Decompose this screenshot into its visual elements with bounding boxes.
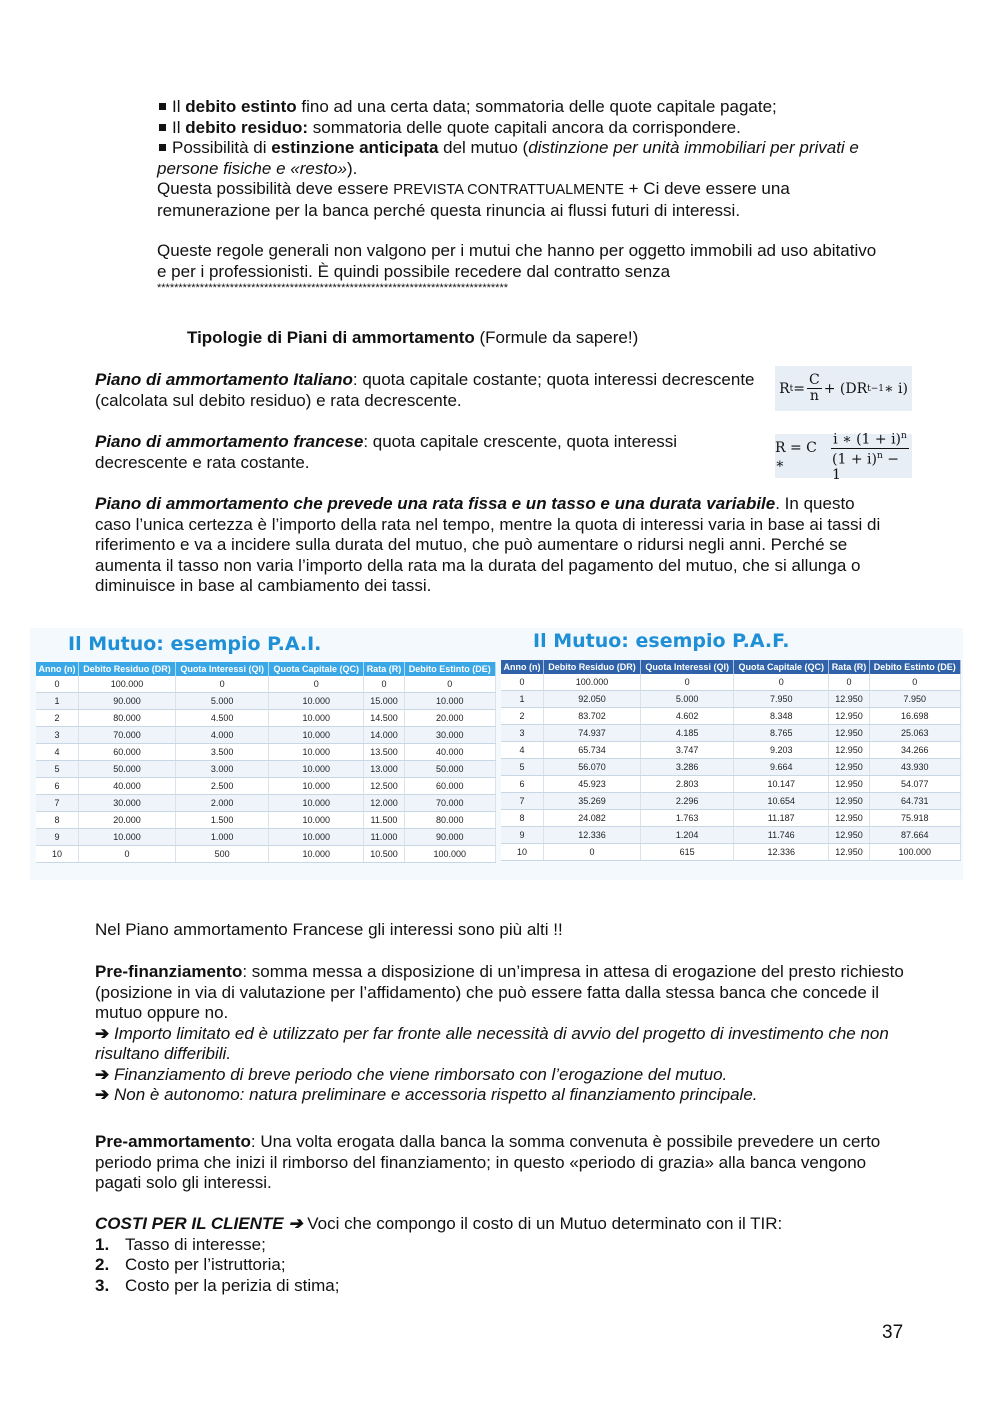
table-cell: 100.000 [78,676,175,693]
table-cell: 8.348 [734,708,829,725]
table-cell: 12.950 [829,793,869,810]
table-row [36,829,496,846]
table-cell: 10.000 [269,829,364,846]
table-cell: 87.664 [869,827,960,844]
table-cell: 10.000 [269,846,364,863]
costi-list [95,1235,905,1297]
table-cell: 45.923 [543,776,640,793]
table-cell: 6 [36,778,78,795]
pre-ammortamento: Pre-ammortamento: Una volta erogata dalla banca la somma convenuta è possibile prevedere un certo periodo prima che inizi il rimborso del finanziamento; in questo «periodo di grazia» alla banca vengono pagati solo gli interessi. [95,1132,881,1192]
table-cell: 5 [36,761,78,778]
costi-cliente: COSTI PER IL CLIENTE ➔ Voci che compongo il costo di un Mutuo determinato con il TIR: 1. Tasso di interesse; 2. Costo per l’istruttoria; 3. Costo per la perizia di stima; [95,1214,905,1296]
table-cell: 12.336 [543,827,640,844]
pai-header-row [36,662,496,676]
table-cell: 3 [501,725,543,742]
table-cell: 10.000 [269,795,364,812]
table-cell: 0 [404,676,495,693]
paf-header-cell: Quota Interessi (QI) [641,660,734,674]
pai-header-cell: Quota Capitale (QC) [269,662,364,676]
table-cell: 4.000 [176,727,269,744]
table-cell: 12.950 [829,810,869,827]
table-cell: 0 [78,846,175,863]
table-cell: 1.000 [176,829,269,846]
asterisk-line: ********************************************************************************** [157,282,509,294]
table-cell: 34.266 [869,742,960,759]
table-cell: 54.077 [869,776,960,793]
table-cell: 11.746 [734,827,829,844]
table-cell: 9 [501,827,543,844]
table-row [501,776,961,793]
table-cell: 10.000 [404,693,495,710]
table-cell: 3.000 [176,761,269,778]
table-cell: 12.950 [829,776,869,793]
formula-italiano: R t = $\frac{C}{n}$ + (DR t−1 ∗ i) [775,366,912,411]
table-cell: 10.000 [269,778,364,795]
table-row [36,727,496,744]
table-cell: 11.000 [364,829,404,846]
list-item: 3. Costo per la perizia di stima; [95,1275,340,1295]
table-cell: 74.937 [543,725,640,742]
table-row [36,693,496,710]
table-cell: 12.950 [829,759,869,776]
table-cell: 0 [176,676,269,693]
table-cell: 56.070 [543,759,640,776]
table-cell: 0 [543,844,640,861]
table-cell: 10 [501,844,543,861]
table-cell: 16.698 [869,708,960,725]
table-row [36,795,496,812]
table-cell: 10.000 [269,812,364,829]
table-cell: 4 [36,744,78,761]
table-cell: 11.500 [364,812,404,829]
square-bullet-icon [159,103,166,110]
table-cell: 50.000 [404,761,495,778]
piano-italiano: Piano di ammortamento Italiano: quota capitale costante; quota interessi decrescente (calcolata sul debito residuo) e rata decrescente. [95,370,755,410]
table-cell: 3.286 [641,759,734,776]
table-row [501,674,961,691]
table-cell: 3.500 [176,744,269,761]
table-cell: 30.000 [78,795,175,812]
table-cell: 14.500 [364,710,404,727]
paf-body [501,674,961,861]
table-cell: 4.185 [641,725,734,742]
nota-francese: Nel Piano ammortamento Francese gli interessi sono più alti !! [95,920,563,939]
table-cell: 20.000 [404,710,495,727]
table-cell: 1.500 [176,812,269,829]
table-cell: 40.000 [78,778,175,795]
table-cell: 100.000 [869,844,960,861]
arrow-right-icon: ➔ [95,1064,110,1084]
list-item: 2. Costo per l’istruttoria; [95,1255,286,1274]
table-row [501,691,961,708]
table-cell: 7.950 [869,691,960,708]
table-cell: 12.950 [829,708,869,725]
table-cell: 50.000 [78,761,175,778]
table-cell: 7 [36,795,78,812]
paf-header-row [501,660,961,674]
pre-finanziamento: Pre-finanziamento: somma messa a disposizione di un’impresa in attesa di erogazione del presto richiesto (posizione in via di valutazione per l’affidamento) che può essere fatta dalla stessa banca che concede il mutuo oppure no. ➔ Importo limitato ed è utilizzato per far fronte alle necessità di avvio del progetto di investimento che non risultano differibili. ➔ Finanziamento di breve periodo che viene rimborsato con l’erogazione del mutuo. ➔ Non è autonomo: natura preliminare e accessoria rispetto al finanziamento principale. [95,962,915,1106]
table-cell: 10.000 [78,829,175,846]
arrow-right-icon: ➔ [95,1085,110,1104]
table-cell: 24.082 [543,810,640,827]
table-cell: 75.918 [869,810,960,827]
table-cell: 80.000 [78,710,175,727]
prefin-point-2: ➔ Finanziamento di breve periodo che viene rimborsato con l’erogazione del mutuo. [95,1064,728,1084]
table-cell: 100.000 [404,846,495,863]
table-cell: 12.950 [829,844,869,861]
table-cell: 15.000 [364,693,404,710]
table-cell: 3 [36,727,78,744]
table-cell: 4.602 [641,708,734,725]
table-row [501,759,961,776]
table-cell: 1 [36,693,78,710]
table-cell: 12.000 [364,795,404,812]
paragraph-prevista: Questa possibilità deve essere PREVISTA CONTRATTUALMENTE + Ci deve essere una remunerazione per la banca perché questa rinuncia ai flussi futuri di interessi. [157,179,790,220]
paf-header-cell: Anno (n) [501,660,543,674]
pai-header-cell: Quota Interessi (QI) [176,662,269,676]
bullet-estinzione-anticipata: Possibilità di estinzione anticipata del mutuo (distinzione per unità immobiliari per privati e persone fisiche e «resto»). [157,138,859,178]
prefin-point-3: ➔ Non è autonomo: natura preliminare e accessoria rispetto al finanziamento principale. [95,1085,758,1104]
paf-header-cell: Debito Residuo (DR) [543,660,640,674]
table-cell: 5 [501,759,543,776]
table-cell: 2 [501,708,543,725]
table-cell: 30.000 [404,727,495,744]
table-cell: 7 [501,793,543,810]
table-cell: 70.000 [78,727,175,744]
table-cell: 9 [36,829,78,846]
table-cell: 7.950 [734,691,829,708]
table-row [501,827,961,844]
table-cell: 10.000 [269,744,364,761]
table-cell: 2.803 [641,776,734,793]
table-row [36,744,496,761]
table-cell: 0 [829,674,869,691]
table-cell: 0 [364,676,404,693]
table-cell: 10.500 [364,846,404,863]
formula-francese: R = C ∗ $\frac{i ∗ (1 + i)^n}{(1 + i)^n - 1}$ [775,434,912,478]
table-cell: 0 [501,674,543,691]
table-cell: 25.063 [869,725,960,742]
paf-table [501,660,961,861]
table-cell: 65.734 [543,742,640,759]
table-cell: 12.950 [829,827,869,844]
table-cell: 4.500 [176,710,269,727]
table-cell: 13.000 [364,761,404,778]
paragraph-regole: Queste regole generali non valgono per i mutui che hanno per oggetto immobili ad uso abitativo e per i professionisti. È quindi possibile recedere dal contratto senza [157,241,877,281]
table-cell: 8 [36,812,78,829]
table-cell: 6 [501,776,543,793]
table-cell: 100.000 [543,674,640,691]
intro-block [157,97,877,294]
table-cell: 83.702 [543,708,640,725]
table-cell: 13.500 [364,744,404,761]
square-bullet-icon [159,144,166,151]
table-cell: 2.000 [176,795,269,812]
page-number: 37 [882,1322,904,1343]
table-cell: 3.747 [641,742,734,759]
table-cell: 70.000 [404,795,495,812]
table-cell: 43.930 [869,759,960,776]
table-cell: 10.000 [269,761,364,778]
table-cell: 60.000 [404,778,495,795]
table-cell: 64.731 [869,793,960,810]
table-row [36,676,496,693]
table-cell: 80.000 [404,812,495,829]
table-cell: 9.203 [734,742,829,759]
table-row [501,725,961,742]
arrow-right-icon: ➔ [95,1023,110,1043]
pai-header-cell: Rata (R) [364,662,404,676]
table-cell: 500 [176,846,269,863]
prefin-point-1: ➔ Importo limitato ed è utilizzato per far fronte alle necessità di avvio del progetto di investimento che non risultano differibili. [95,1023,889,1063]
table-cell: 12.950 [829,725,869,742]
table-cell: 12.500 [364,778,404,795]
bullet-debito-estinto: Il debito estinto fino ad una certa data; sommatoria delle quote capitale pagate; [157,97,877,118]
table-cell: 10.147 [734,776,829,793]
tipologie-heading: Tipologie di Piani di ammortamento (Formule da sapere!) [187,328,639,347]
table-row [501,810,961,827]
table-cell: 90.000 [404,829,495,846]
table-cell: 35.269 [543,793,640,810]
paf-header-cell: Quota Capitale (QC) [734,660,829,674]
table-cell: 10.000 [269,727,364,744]
pai-title: Il Mutuo: esempio P.A.I. [68,633,322,655]
table-cell: 0 [36,676,78,693]
table-cell: 20.000 [78,812,175,829]
table-cell: 60.000 [78,744,175,761]
pai-header-cell: Debito Estinto (DE) [404,662,495,676]
table-cell: 40.000 [404,744,495,761]
table-cell: 12.336 [734,844,829,861]
table-row [36,710,496,727]
table-row [36,846,496,863]
square-bullet-icon [159,124,166,131]
table-cell: 0 [869,674,960,691]
table-cell: 10.000 [269,693,364,710]
pai-header-cell: Debito Residuo (DR) [78,662,175,676]
bullet-debito-residuo: Il debito residuo: sommatoria delle quote capitali ancora da corrispondere. [157,118,877,139]
table-cell: 5.000 [641,691,734,708]
piano-francese: Piano di ammortamento francese: quota capitale crescente, quota interessi decrescente e rata costante. [95,432,678,472]
table-row [501,708,961,725]
table-cell: 0 [734,674,829,691]
pai-body [36,676,496,863]
table-cell: 14.000 [364,727,404,744]
table-row [36,761,496,778]
table-cell: 615 [641,844,734,861]
table-row [36,812,496,829]
table-cell: 10.000 [269,710,364,727]
table-cell: 8.765 [734,725,829,742]
table-cell: 0 [269,676,364,693]
table-cell: 11.187 [734,810,829,827]
table-row [501,742,961,759]
piano-variabile: Piano di ammortamento che prevede una rata fissa e un tasso e una durata variabile. In questo caso l’unica certezza è l’importo della rata nel tempo, mentre la quota di interessi varia in base ai tassi di riferimento e va a incidere sulla durata del mutuo, che può aumentare o ridursi negli anni. Perché se aumenta il tasso non varia l’importo della rata ma la durata del pagamento del mutuo, che si allunga o diminuisce in base al cambiamento dei tassi. [95,494,881,595]
table-cell: 2 [36,710,78,727]
table-cell: 10 [36,846,78,863]
paf-header-cell: Debito Estinto (DE) [869,660,960,674]
table-cell: 8 [501,810,543,827]
table-row [501,844,961,861]
table-cell: 9.664 [734,759,829,776]
table-cell: 0 [641,674,734,691]
table-cell: 1.763 [641,810,734,827]
table-cell: 10.654 [734,793,829,810]
pai-header-cell: Anno (n) [36,662,78,676]
table-cell: 90.000 [78,693,175,710]
table-cell: 4 [501,742,543,759]
table-cell: 1.204 [641,827,734,844]
table-cell: 5.000 [176,693,269,710]
table-cell: 12.950 [829,742,869,759]
table-row [36,778,496,795]
paf-header-cell: Rata (R) [829,660,869,674]
table-cell: 2.296 [641,793,734,810]
table-cell: 92.050 [543,691,640,708]
table-cell: 2.500 [176,778,269,795]
table-cell: 1 [501,691,543,708]
pai-table [36,662,496,863]
paf-title: Il Mutuo: esempio P.A.F. [533,630,790,652]
list-item: 1. Tasso di interesse; [95,1234,266,1254]
table-row [501,793,961,810]
table-cell: 12.950 [829,691,869,708]
